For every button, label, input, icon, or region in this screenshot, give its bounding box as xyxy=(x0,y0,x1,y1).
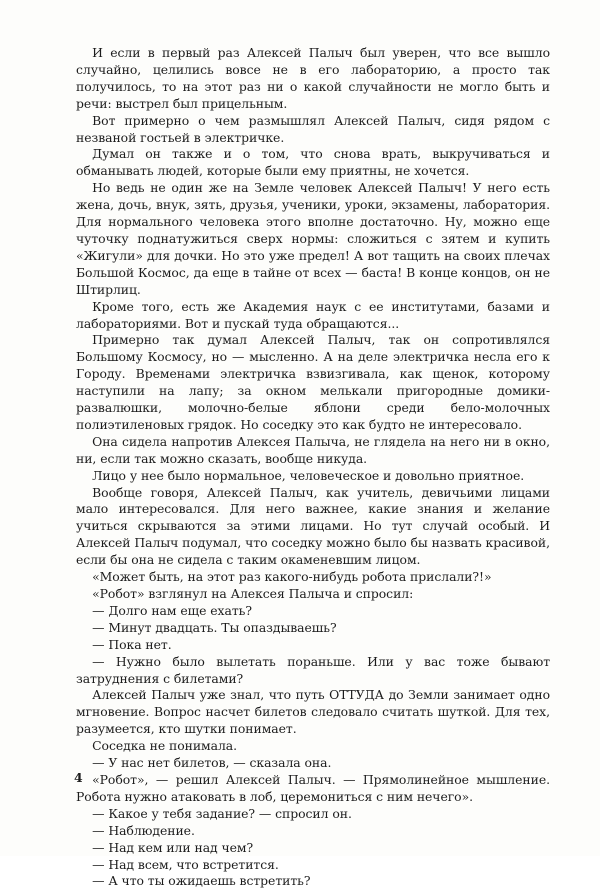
paragraph: Кроме того, есть же Академия наук с ее институтами, базами и лабораториями. Вот и пускай туда обращаются... xyxy=(76,298,550,331)
dialogue-line: — Какое у тебя задание? — спросил он. xyxy=(92,805,352,821)
paragraph: И если в первый раз Алексей Палыч был уверен, что все вышло случайно, целились вовсе не в его лабораторию, а просто так получилось, то на этот раз ни о какой случайности не могло быть и речи: выстрел был прицельным. xyxy=(76,45,550,111)
paragraph: Вообще говоря, Алексей Палыч, как учитель, девичьими лицами мало интересовался. Для него важнее, какие знания и желание учиться скрываются за этими лицами. Но тут случай особый. И Алексей Палыч подумал, что соседку можно было бы назвать красивой, если бы она не сидела с таким окаменевшим лицом. xyxy=(76,484,550,568)
paragraph: «Робот» взглянул на Алексея Палыча и спросил: xyxy=(92,586,414,601)
dialogue-line: — Нужно было вылетать пораньше. Или у вас тоже бывают затруднения с билетами? xyxy=(76,653,550,686)
paragraph: «Может быть, на этот раз какого-нибудь робота прислали?!» xyxy=(92,569,492,585)
dialogue-line: — А что ты ожидаешь встретить? xyxy=(92,873,311,889)
dialogue-line: — Минут двадцать. Ты опаздываешь? xyxy=(92,619,337,635)
paragraph: Соседка не понимала. xyxy=(92,738,238,754)
page-number: 4 xyxy=(74,770,83,785)
dialogue-line: — У нас нет билетов, — сказала она. xyxy=(92,755,332,771)
dialogue-line: — Над кем или над чем? xyxy=(92,839,254,855)
paragraph: Но ведь не один же на Земле человек Алексей Палыч! У него есть жена, дочь, внук, зять, друзья, ученики, уроки, экзамены, лаборатория. Для нормального человека этого вполне достаточно. Ну, можно еще чуточку поднатужиться сверх нормы: сложиться с зятем и купить «Жигули» для дочки. Но это уже предел! А вот тащить на своих плечах Большой Космос, да еще в тайне от всех — баста! В конце концов, он не Штирлиц. xyxy=(76,180,550,297)
dialogue-line: — Пока нет. xyxy=(92,636,172,652)
dialogue-line: — Над всем, что встретится. xyxy=(92,856,279,872)
body-text xyxy=(76,45,550,890)
dialogue-line: — Наблюдение. xyxy=(92,822,195,838)
paragraph: «Робот», — решил Алексей Палыч. — Прямолинейное мышление. Робота нужно атаковать в лоб, церемониться с ним нечего». xyxy=(76,771,550,804)
paragraph: Алексей Палыч уже знал, что путь ОТТУДА до Земли занимает одно мгновение. Вопрос насчет билетов следовало считать шуткой. Для тех, разумеется, кто шутки понимает. xyxy=(76,687,550,737)
paragraph: Думал он также и о том, что снова врать, выкручиваться и обманывать людей, которые были ему приятны, не хочется. xyxy=(76,146,550,179)
paragraph: Она сидела напротив Алексея Палыча, не глядела на него ни в окно, ни, если так можно сказать, вообще никуда. xyxy=(76,433,550,466)
dialogue-line: — Долго нам еще ехать? xyxy=(92,602,252,618)
paragraph: Вот примерно о чем размышлял Алексей Палыч, сидя рядом с незваной гостьей в электричке. xyxy=(76,112,550,145)
paragraph: Примерно так думал Алексей Палыч, так он сопротивлялся Большому Космосу, но — мысленно. А на деле электричка несла его к Городу. Временами электричка взвизгивала, как щенок, которому наступили на лапу; за окном мелькали пригородные домики-развалюшки, молочно-белые яблони среди бело-молочных полиэтиленовых грядок. Но соседку это как будто не интересовало. xyxy=(76,332,550,432)
paragraph: Лицо у нее было нормальное, человеческое и довольно приятное. xyxy=(92,467,525,483)
